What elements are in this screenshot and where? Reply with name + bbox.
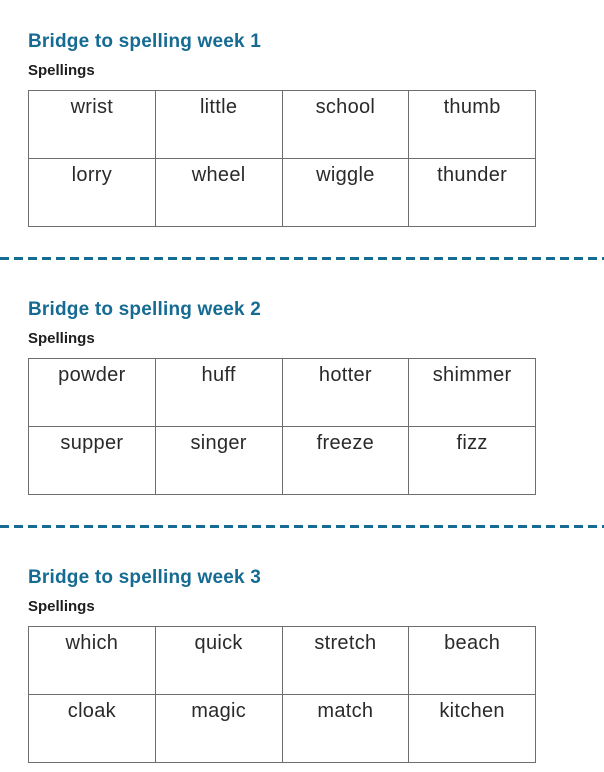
spelling-cell: stretch (282, 627, 409, 695)
table-row (29, 427, 536, 495)
spelling-section-week-2 (0, 260, 604, 495)
spelling-cell: freeze (282, 427, 409, 495)
spelling-cell: school (282, 91, 409, 159)
spellings-label: Spellings (28, 598, 95, 615)
spelling-section-week-1 (0, 0, 604, 227)
spellings-label: Spellings (28, 62, 95, 79)
spelling-cell: thumb (409, 91, 536, 159)
spelling-cell: wrist (29, 91, 156, 159)
table-row (29, 695, 536, 763)
spelling-cell: singer (155, 427, 282, 495)
spelling-cell: kitchen (409, 695, 536, 763)
spelling-cell: beach (409, 627, 536, 695)
spelling-table-week-3 (28, 626, 536, 763)
spelling-cell: magic (155, 695, 282, 763)
spelling-cell: lorry (29, 159, 156, 227)
section-title: Bridge to spelling week 3 (28, 567, 262, 588)
spelling-cell: hotter (282, 359, 409, 427)
spelling-cell: wiggle (282, 159, 409, 227)
spelling-cell: thunder (409, 159, 536, 227)
spelling-cell: match (282, 695, 409, 763)
spellings-label: Spellings (28, 330, 95, 347)
spelling-cell: powder (29, 359, 156, 427)
spelling-table-week-1 (28, 90, 536, 227)
spelling-cell: shimmer (409, 359, 536, 427)
spelling-cell: wheel (155, 159, 282, 227)
spelling-cell: huff (155, 359, 282, 427)
table-row (29, 91, 536, 159)
spelling-cell: quick (155, 627, 282, 695)
spelling-cell: cloak (29, 695, 156, 763)
section-title: Bridge to spelling week 1 (28, 31, 262, 52)
table-row (29, 627, 536, 695)
spelling-cell: supper (29, 427, 156, 495)
section-title: Bridge to spelling week 2 (28, 299, 262, 320)
table-row (29, 359, 536, 427)
spelling-section-week-3 (0, 528, 604, 763)
spelling-cell: fizz (409, 427, 536, 495)
spelling-cell: little (155, 91, 282, 159)
table-row (29, 159, 536, 227)
spelling-table-week-2 (28, 358, 536, 495)
spelling-cell: which (29, 627, 156, 695)
